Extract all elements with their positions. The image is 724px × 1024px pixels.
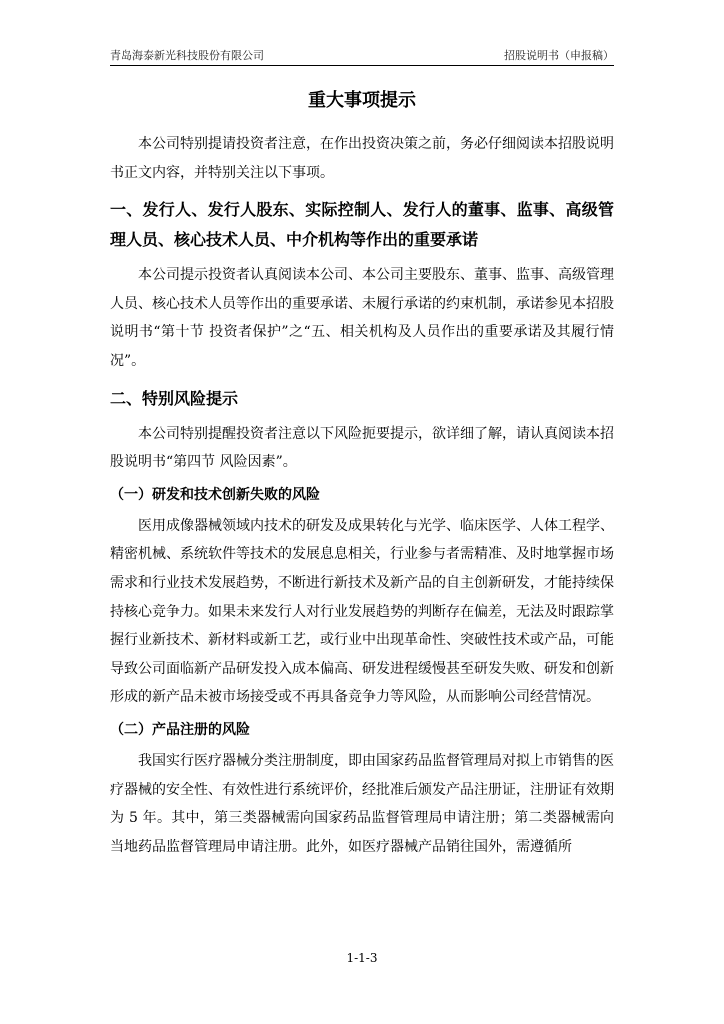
subsection-1-paragraph: 医用成像器械领域内技术的研发及成果转化与光学、临床医学、人体工程学、精密机械、系统软件等技术的发展息息相关，行业参与者需精准、及时地掌握市场需求和行业技术发展趋势，不断进行新技术及新产品的自主创新研发，才能持续保持核心竞争力。如果未来发行人对行业发展趋势的判断存在偏差，无法及时跟踪掌握行业新技术、新材料或新工艺，或行业中出现革命性、突破性技术或产品，可能导致公司面临新产品研发投入成本偏高、研发进程缓慢甚至研发失败、研发和创新形成的新产品未被市场接受或不再具备竞争力等风险，从而影响公司经营情况。 [110,517,614,706]
document-body [110,88,614,861]
subsection-2-paragraph: 我国实行医疗器械分类注册制度，即由国家药品监督管理局对拟上市销售的医疗器械的安全性、有效性进行系统评价，经批准后颁发产品注册证，注册证有效期为 5 年。其中，第三类器械需向国家药品监督管理局申请注册；第二类器械需向当地药品监督管理局申请注册。此外，如医疗器械产品销往国外，需遵循所 [110,752,614,855]
section-1-heading: 一、发行人、发行人股东、实际控制人、发行人的董事、监事、高级管理人员、核心技术人员、中介机构等作出的重要承诺 [110,200,614,250]
section-1-paragraph: 本公司提示投资者认真阅读本公司、本公司主要股东、董事、监事、高级管理人员、核心技术人员等作出的重要承诺、未履行承诺的约束机制，承诺参见本招股说明书“第十节 投资者保护”之“五、相关机构及人员作出的重要承诺及其履行情况”。 [110,267,614,369]
subsection-1-heading: （一）研发和技术创新失败的风险 [110,486,320,503]
page-number: 1-1-3 [346,951,378,965]
header-divider [110,65,614,66]
section-2-heading: 二、特别风险提示 [110,388,239,408]
page-header [110,48,614,64]
subsection-2-heading: （二）产品注册的风险 [110,721,250,738]
page-title: 重大事项提示 [308,90,416,111]
intro-paragraph: 本公司特别提请投资者注意，在作出投资决策之前，务必仔细阅读本招股说明书正文内容，并特别关注以下事项。 [110,136,614,181]
header-company-name: 青岛海泰新光科技股份有限公司 [110,49,264,62]
section-2-paragraph: 本公司特别提醒投资者注意以下风险扼要提示，欲详细了解，请认真阅读本招股说明书“第四节 风险因素”。 [110,425,614,471]
header-document-name: 招股说明书（申报稿） [504,49,614,62]
